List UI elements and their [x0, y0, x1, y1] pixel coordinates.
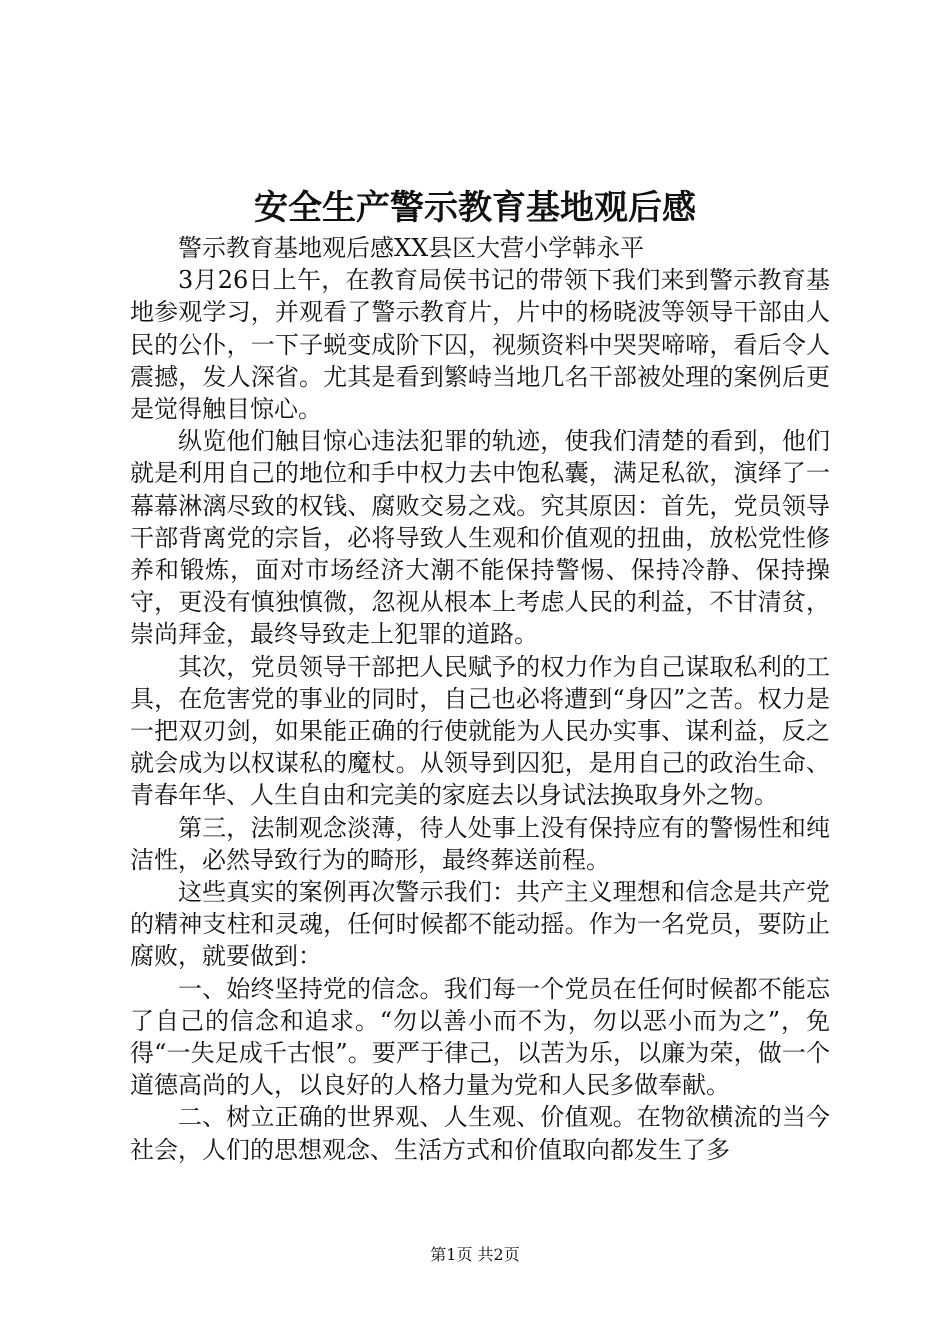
paragraph: 第三，法制观念淡薄，待人处事上没有保持应有的警惕性和纯洁性，必然导致行为的畸形，最终葬送前程。 — [130, 813, 830, 874]
paragraph: 其次，党员领导干部把人民赋予的权力作为自己谋取私利的工具，在危害党的事业的同时，自己也必将遭到“身囚”之苦。权力是一把双刃剑，如果能正确的行使就能为人民办实事、谋利益，反之就会成为以权谋私的魔杖。从领导到囚犯，是用自己的政治生命、青春年华、人生自由和完美的家庭去以身试法换取身外之物。 — [130, 652, 830, 810]
paragraph: 这些真实的案例再次警示我们：共产主义理想和信念是共产党的精神支柱和灵魂，任何时候都不能动摇。作为一名党员，要防止腐败，就要做到： — [130, 878, 830, 971]
paragraph: 一、始终坚持党的信念。我们每一个党员在任何时候都不能忘了自己的信念和追求。“勿以善小而不为，勿以恶小而为之”，免得“一失足成千古恨”。要严于律己，以苦为乐，以廉为荣，做一个道德高尚的人，以良好的人格力量为党和人民多做奉献。 — [130, 974, 830, 1100]
page-number-footer: 第1页 共2页 — [430, 1245, 520, 1264]
document-body — [130, 232, 830, 1166]
document-title: 安全生产警示教育基地观后感 — [254, 188, 696, 228]
paragraph-byline: 警示教育基地观后感XX县区大营小学韩永平 — [178, 234, 645, 262]
paragraph: 二、树立正确的世界观、人生观、价值观。在物欲横流的当今社会，人们的思想观念、生活方式和价值取向都发生了多 — [130, 1103, 830, 1164]
paragraph: 3月26日上午，在教育局侯书记的带领下我们来到警示教育基地参观学习，并观看了警示教育片，片中的杨晓波等领导干部由人民的公仆，一下子蜕变成阶下囚，视频资料中哭哭啼啼，看后令人震撼，发人深省。尤其是看到繁峙当地几名干部被处理的案例后更是觉得触目惊心。 — [130, 266, 830, 424]
paragraph: 纵览他们触目惊心违法犯罪的轨迹，使我们清楚的看到，他们就是利用自己的地位和手中权力去中饱私囊，满足私欲，演绎了一幕幕淋漓尽致的权钱、腐败交易之戏。究其原因：首先，党员领导干部背离党的宗旨，必将导致人生观和价值观的扭曲，放松党性修养和锻炼，面对市场经济大潮不能保持警惕、保持冷静、保持操守，更没有慎独慎微，忽视从根本上考虑人民的利益，不甘清贫，崇尚拜金，最终导致走上犯罪的道路。 — [130, 427, 830, 649]
